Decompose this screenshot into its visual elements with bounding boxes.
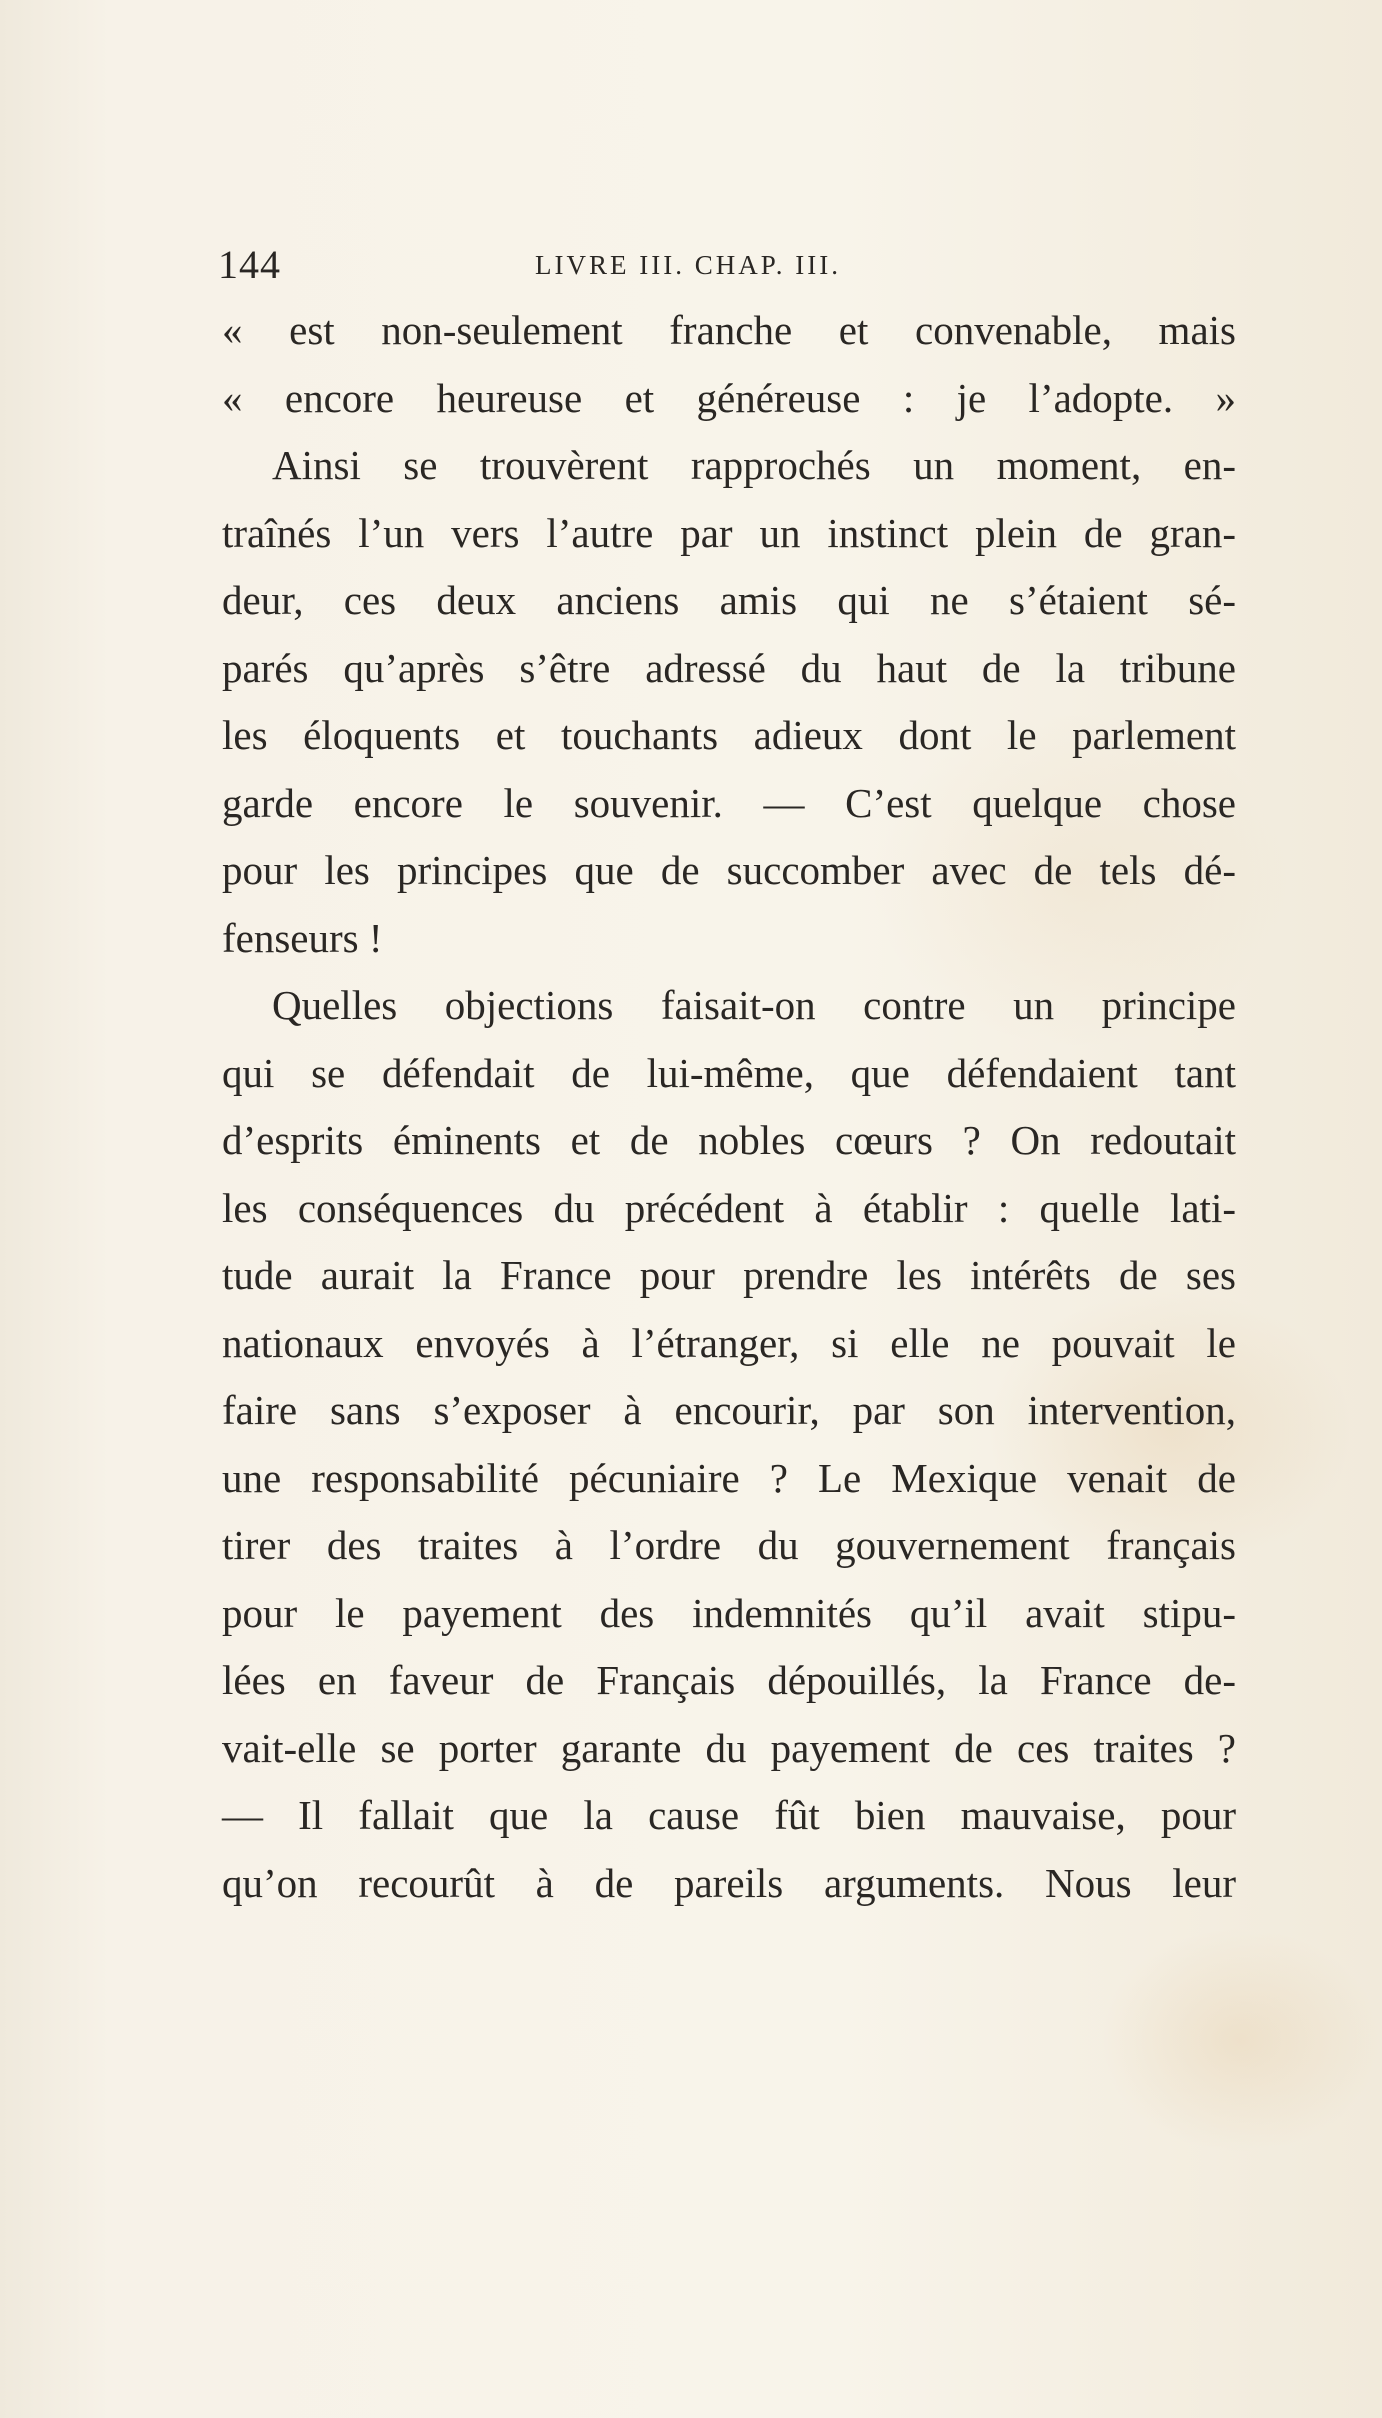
text-line: qu’on recourût à de pareils arguments. Nous leur <box>222 1859 1236 1906</box>
text-line: fenseurs ! <box>222 914 383 961</box>
text-line: « encore heureuse et généreuse : je l’adopte. » <box>222 374 1236 421</box>
body-text <box>222 297 1236 1917</box>
text-line: Ainsi se trouvèrent rapprochés un moment, en- <box>272 442 1236 488</box>
text-line: nationaux envoyés à l’étranger, si elle ne pouvait le <box>222 1319 1236 1366</box>
text-line: pour le payement des indemnités qu’il avait stipu- <box>222 1589 1236 1636</box>
text-line: garde encore le souvenir. — C’est quelque chose <box>222 779 1236 826</box>
page-header <box>218 235 1158 295</box>
text-line: tude aurait la France pour prendre les intérêts de ses <box>222 1252 1236 1298</box>
text-line: les éloquents et touchants adieux dont le parlement <box>222 712 1236 758</box>
text-line: vait-elle se porter garante du payement de ces traites ? <box>222 1724 1236 1771</box>
text-line: parés qu’après s’être adressé du haut de la tribune <box>222 644 1236 691</box>
text-line: lées en faveur de Français dépouillés, la France de- <box>222 1657 1236 1703</box>
text-line: Quelles objections faisait-on contre un principe <box>272 982 1236 1028</box>
text-line: tirer des traites à l’ordre du gouvernement français <box>222 1522 1236 1568</box>
text-line: traînés l’un vers l’autre par un instinct plein de gran- <box>222 509 1236 556</box>
text-line: pour les principes que de succomber avec de tels dé- <box>222 847 1236 893</box>
text-line: qui se défendait de lui-même, que défendaient tant <box>222 1049 1236 1096</box>
text-line: faire sans s’exposer à encourir, par son intervention, <box>222 1387 1236 1433</box>
text-line: « est non-seulement franche et convenable, mais <box>222 307 1236 353</box>
page-number: 144 <box>218 242 281 287</box>
text-line: deur, ces deux anciens amis qui ne s’étaient sé- <box>222 577 1236 623</box>
text-line: d’esprits éminents et de nobles cœurs ? On redoutait <box>222 1117 1236 1163</box>
text-line: une responsabilité pécuniaire ? Le Mexique venait de <box>222 1454 1236 1501</box>
text-line: les conséquences du précédent à établir : quelle lati- <box>222 1184 1236 1231</box>
running-head: LIVRE III. CHAP. III. <box>535 250 841 280</box>
text-line: — Il fallait que la cause fût bien mauvaise, pour <box>222 1792 1236 1838</box>
